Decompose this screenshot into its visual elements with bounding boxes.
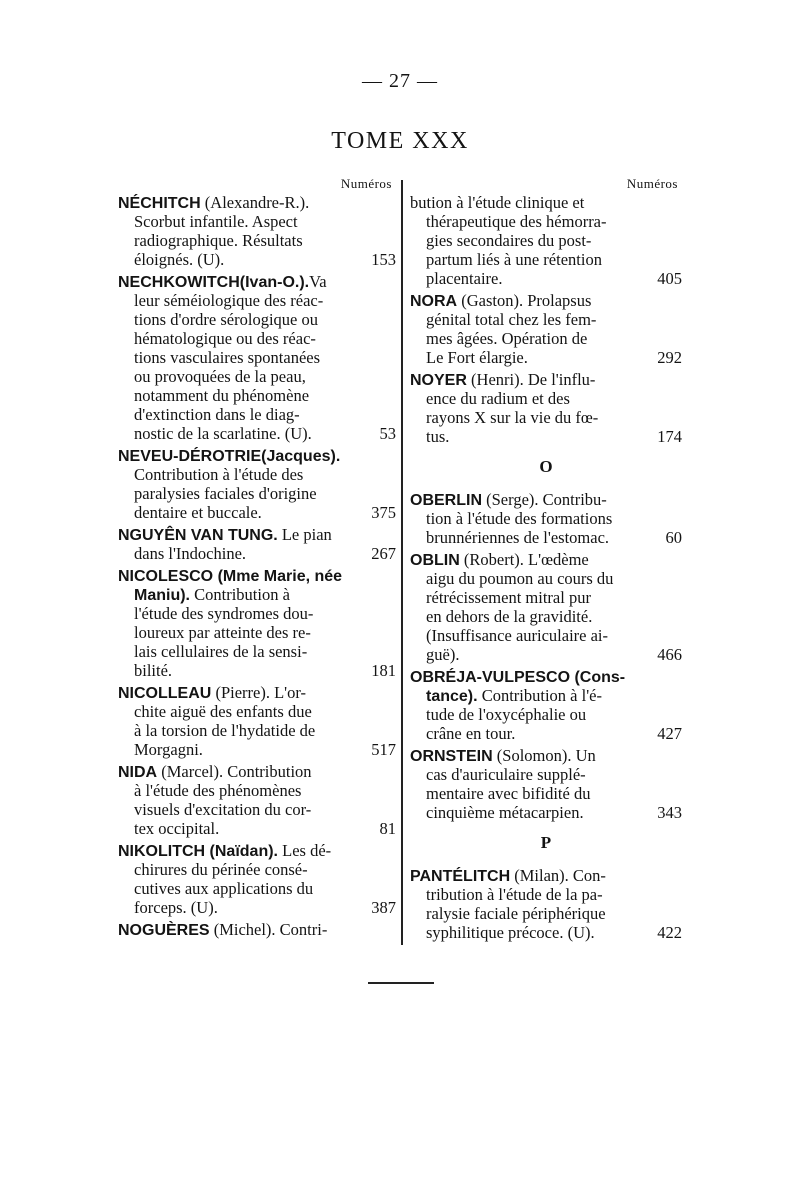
entry-text: tions vasculaires spontanées — [134, 348, 321, 367]
entry-text: à l'étude des phénomènes — [134, 781, 302, 800]
page-ref-number: 427 — [657, 724, 682, 743]
author-name: NIDA — [118, 764, 158, 781]
entry-line — [410, 885, 682, 904]
entry-line — [118, 348, 396, 367]
entry-line — [118, 424, 396, 443]
author-name: NGUYÊN VAN TUNG. — [118, 527, 278, 544]
bottom-rule — [368, 982, 434, 984]
entry-text: notamment du phénomène — [134, 386, 310, 405]
entry-text: en dehors de la gravidité. — [426, 607, 593, 626]
entry-line — [410, 904, 682, 923]
entry-text: (Serge). Contribu- — [482, 490, 607, 509]
page-ref-number: 267 — [371, 544, 396, 563]
index-entry — [118, 193, 396, 269]
index-entry — [118, 272, 396, 443]
index-entry — [410, 370, 682, 446]
entry-line — [410, 686, 682, 705]
entry-text: (Solomon). Un — [492, 746, 596, 765]
entry-text: (Gaston). Prolapsus — [457, 291, 592, 310]
entry-text: (Marcel). Contribution — [157, 762, 312, 781]
entry-line — [410, 370, 682, 389]
entry-text: radiographique. Résultats — [134, 231, 303, 250]
entry-line — [118, 212, 396, 231]
entry-line — [410, 348, 682, 367]
entry-line — [118, 623, 396, 642]
entry-line — [118, 405, 396, 424]
page-ref-number: 53 — [379, 424, 396, 443]
entry-line — [410, 427, 682, 446]
entry-text: leur séméiologique des réac- — [134, 291, 324, 310]
entry-text: gies secondaires du post- — [426, 231, 592, 250]
entry-line — [410, 866, 682, 885]
index-entry — [118, 683, 396, 759]
entry-line — [410, 310, 682, 329]
author-name: ORNSTEIN — [410, 748, 493, 765]
column-divider — [401, 180, 403, 945]
entry-line — [118, 272, 396, 291]
index-entry — [410, 550, 682, 664]
index-entry — [118, 920, 396, 939]
left-entries — [118, 193, 396, 939]
entry-text: génital total chez les fem- — [426, 310, 597, 329]
entry-text: cas d'auriculaire supplé- — [426, 765, 586, 784]
entry-text: Va — [309, 272, 327, 291]
author-name: Maniu). — [134, 587, 190, 604]
section-letter: P — [540, 833, 552, 852]
index-entry — [118, 446, 396, 522]
right-entries — [410, 193, 682, 942]
entry-line — [118, 781, 396, 800]
entry-line — [410, 509, 682, 528]
page-ref-number: 422 — [657, 923, 682, 942]
entry-text: guë). — [426, 645, 460, 664]
entry-line — [118, 193, 396, 212]
entry-line — [410, 645, 682, 664]
entry-text: Contribution à — [190, 585, 290, 604]
entry-line — [118, 250, 396, 269]
entry-line — [118, 503, 396, 522]
entry-text: d'extinction dans le diag- — [134, 405, 300, 424]
entry-line — [410, 528, 682, 547]
entry-text: dans l'Indochine. — [134, 544, 247, 563]
entry-line — [118, 291, 396, 310]
entry-text: à la torsion de l'hydatide de — [134, 721, 316, 740]
entry-line — [118, 740, 396, 759]
entry-text: tex occipital. — [134, 819, 220, 838]
entry-line — [118, 367, 396, 386]
entry-text: (Milan). Con- — [510, 866, 606, 885]
entry-text: mentaire avec bifidité du — [426, 784, 591, 803]
index-entry — [410, 193, 682, 288]
entry-line — [118, 604, 396, 623]
entry-text: loureux par atteinte des re- — [134, 623, 311, 642]
author-name: OBLIN — [410, 552, 460, 569]
author-name: NEVEU-DÉROTRIE(Jacques). — [118, 448, 341, 465]
entry-line — [410, 746, 682, 765]
entry-text: l'étude des syndromes dou- — [134, 604, 314, 623]
entry-line — [410, 803, 682, 822]
entry-line — [118, 544, 396, 563]
entry-text: ence du radium et des — [426, 389, 570, 408]
right-column — [410, 175, 682, 945]
entry-line — [410, 705, 682, 724]
entry-text: placentaire. — [426, 269, 503, 288]
entry-text: tion à l'étude des formations — [426, 509, 613, 528]
entry-text: Scorbut infantile. Aspect — [134, 212, 298, 231]
entry-text: ralysie faciale périphérique — [426, 904, 606, 923]
entry-line — [118, 898, 396, 917]
entry-line — [410, 269, 682, 288]
entry-line — [410, 765, 682, 784]
entry-text: paralysies faciales d'origine — [134, 484, 317, 503]
column-header: Numéros — [626, 176, 678, 191]
author-name: NICOLLEAU — [118, 685, 212, 702]
entry-line — [118, 566, 396, 585]
entry-line — [118, 661, 396, 680]
entry-line — [410, 250, 682, 269]
author-name: NÉCHITCH — [118, 195, 201, 212]
entry-line — [410, 291, 682, 310]
author-name: NICOLESCO (Mme Marie, née — [118, 568, 343, 585]
entry-line — [410, 231, 682, 250]
entry-text: cutives aux applications du — [134, 879, 314, 898]
entry-text: Contribution à l'é- — [477, 686, 602, 705]
page-ref-number: 387 — [371, 898, 396, 917]
page-ref-number: 517 — [371, 740, 396, 759]
page-ref-number: 375 — [371, 503, 396, 522]
entry-text: partum liés à une rétention — [426, 250, 602, 269]
entry-text: crâne en tour. — [426, 724, 516, 743]
entry-line — [410, 724, 682, 743]
entry-line — [410, 212, 682, 231]
index-entry — [118, 762, 396, 838]
entry-line — [410, 667, 682, 686]
entry-line — [118, 879, 396, 898]
entry-line — [118, 231, 396, 250]
entry-text: brunnériennes de l'estomac. — [426, 528, 610, 547]
index-entry — [118, 566, 396, 680]
entry-text: Les dé- — [278, 841, 332, 860]
entry-text: (Insuffisance auriculaire ai- — [426, 626, 609, 645]
entry-line — [118, 920, 396, 939]
entry-line — [118, 819, 396, 838]
entry-line — [410, 588, 682, 607]
page-ref-number: 153 — [371, 250, 396, 269]
author-name: OBERLIN — [410, 492, 482, 509]
entry-text: forceps. (U). — [134, 898, 218, 917]
entry-line — [410, 569, 682, 588]
entry-text: tus. — [426, 427, 450, 446]
entry-line — [118, 860, 396, 879]
entry-line — [118, 386, 396, 405]
author-name: OBRÉJA-VULPESCO (Cons- — [410, 669, 626, 686]
entry-line — [118, 446, 396, 465]
author-name: PANTÉLITCH — [410, 868, 511, 885]
entry-text: chite aiguë des enfants due — [134, 702, 312, 721]
author-name: NORA — [410, 293, 458, 310]
entry-line — [118, 800, 396, 819]
entry-text: aigu du poumon au cours du — [426, 569, 614, 588]
entry-text: lais cellulaires de la sensi- — [134, 642, 308, 661]
page-number: — 27 — — [362, 70, 438, 92]
entry-text: tribution à l'étude de la pa- — [426, 885, 603, 904]
page-ref-number: 466 — [657, 645, 682, 664]
page-ref-number: 174 — [657, 427, 682, 446]
entry-text: (Pierre). L'or- — [211, 683, 307, 702]
entry-line — [410, 408, 682, 427]
entry-text: rayons X sur la vie du fœ- — [426, 408, 599, 427]
page-ref-number: 343 — [657, 803, 682, 822]
column-header: Numéros — [340, 176, 392, 191]
entry-line — [410, 193, 682, 212]
index-entry — [410, 667, 682, 743]
entry-line — [410, 550, 682, 569]
index-entry — [410, 866, 682, 942]
index-entry — [410, 291, 682, 367]
author-name: NOYER — [410, 372, 467, 389]
entry-text: nostic de la scarlatine. (U). — [134, 424, 312, 443]
entry-text: bution à l'étude clinique et — [410, 193, 585, 212]
entry-text: syphilitique précoce. (U). — [426, 923, 595, 942]
entry-text: tions d'ordre sérologique ou — [134, 310, 318, 329]
author-name: NIKOLITCH (Naïdan). — [118, 843, 278, 860]
entry-line — [410, 607, 682, 626]
index-entry — [410, 490, 682, 547]
entry-line — [118, 465, 396, 484]
entry-line — [410, 389, 682, 408]
entry-line — [118, 762, 396, 781]
entry-line — [118, 702, 396, 721]
entry-line — [410, 490, 682, 509]
entry-line — [118, 642, 396, 661]
entry-text: mes âgées. Opération de — [426, 329, 588, 348]
entry-text: chirures du périnée consé- — [134, 860, 308, 879]
page-ref-number: 81 — [379, 819, 396, 838]
entry-text: (Michel). Contri- — [209, 920, 328, 939]
page-ref-number: 292 — [657, 348, 682, 367]
entry-text: bilité. — [134, 661, 173, 680]
author-name: NECHKOWITCH(Ivan-O.). — [118, 274, 310, 291]
entry-text: Morgagni. — [134, 740, 203, 759]
entry-line — [410, 923, 682, 942]
entry-text: dentaire et buccale. — [134, 503, 262, 522]
entry-line — [118, 721, 396, 740]
entry-text: Le Fort élargie. — [426, 348, 528, 367]
section-letter: O — [539, 457, 553, 476]
entry-text: rétrécissement mitral pur — [426, 588, 591, 607]
entry-line — [118, 525, 396, 544]
entry-text: (Henri). De l'influ- — [466, 370, 596, 389]
page-ref-number: 181 — [371, 661, 396, 680]
entry-line — [118, 484, 396, 503]
entry-text: thérapeutique des hémorra- — [426, 212, 607, 231]
entry-text: cinquième métacarpien. — [426, 803, 584, 822]
entry-line — [410, 329, 682, 348]
entry-text: ou provoquées de la peau, — [134, 367, 306, 386]
entry-text: visuels d'excitation du cor- — [134, 800, 312, 819]
tome-title: TOME XXX — [331, 128, 469, 154]
entry-line — [118, 841, 396, 860]
page-ref-number: 60 — [665, 528, 682, 547]
entry-text: (Alexandre-R.). — [200, 193, 310, 212]
entry-text: (Robert). L'œdème — [459, 550, 589, 569]
index-entry — [118, 525, 396, 563]
index-entry — [118, 841, 396, 917]
entry-line — [118, 310, 396, 329]
left-column — [118, 175, 396, 942]
entry-line — [118, 683, 396, 702]
entry-text: éloignés. (U). — [134, 250, 225, 269]
entry-line — [410, 626, 682, 645]
entry-text: Le pian — [277, 525, 332, 544]
page-ref-number: 405 — [657, 269, 682, 288]
entry-line — [118, 585, 396, 604]
author-name: tance). — [426, 688, 478, 705]
entry-line — [118, 329, 396, 348]
entry-line — [410, 784, 682, 803]
entry-text: hématologique ou des réac- — [134, 329, 316, 348]
index-entry — [410, 746, 682, 822]
author-name: NOGUÈRES — [118, 922, 210, 939]
entry-text: Contribution à l'étude des — [134, 465, 304, 484]
entry-text: tude de l'oxycéphalie ou — [426, 705, 587, 724]
